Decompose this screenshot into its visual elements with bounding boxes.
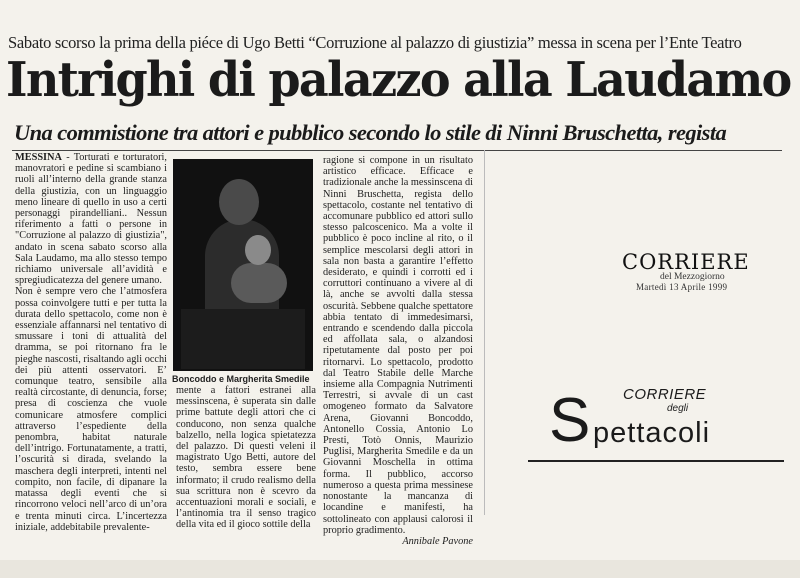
column-1-paragraph-1: - Torturati e torturatori, manovratori e pedine si scambiano i ruoli all’interno della grande stanza della giustizia, con un linguaggio meno lineare di quello in uso a certi personaggi pirandelliani.. Nessun riferimento a fatti o persone in "Corruzione al palazzo di giustizia", andato in scena sabato scorso alla Sala Laudamo, ma allo stesso tempo richiamo universale all’avidità e spregiudicatezza del genere umano. <box>15 152 167 287</box>
article-photo <box>173 159 313 371</box>
section-initial: S <box>549 386 591 455</box>
article-column-2 <box>176 385 316 531</box>
header-rule <box>12 150 782 151</box>
column-1-paragraph-2: Non è sempre vero che l’atmosfera possa coinvolgere tutti e per tutta la durata dello spettacolo, come non è essenziale affannarsi nel tentativo di smussare i toni di attualità del dramma, se poi ritornano fra le pieghe nascosti, risaltando agli occhi dei più attenti osservatori. E’ comunque teatro, sensibile alla realtà circostante, di denuncia, forse; presa di coscienza che vuole comunicare atmosfere complici attraverso l’espediente della penombra, habitat naturale dell’intrigo. Fortunatamente, a tratti, l’oscurità si dirada, svelando la maschera degli interpreti, intenti nel compito, non facile, di dipanare la matassa degli eventi che si rincorrono veloci nell’arco di un’ora e trenta minuti circa. L’incertezza iniziale, addebitabile prevalente- <box>15 286 167 533</box>
section-title-rest: pettacoli <box>593 417 711 449</box>
masthead-logo <box>622 250 782 292</box>
article-subhead: Una commistione tra attori e pubblico secondo lo stile di Ninni Bruschetta, regista <box>14 120 727 145</box>
article-byline: Annibale Pavone <box>402 535 473 547</box>
masthead-title: CORRIERE <box>622 250 750 274</box>
column-divider <box>484 150 485 515</box>
article-kicker: Sabato scorso la prima della piéce di Ugo Betti “Corruzione al palazzo di giustizia” messa in scena per l’Ente Teatro <box>8 33 742 52</box>
section-top-label: CORRIERE <box>623 386 707 403</box>
section-degli-label: degli <box>667 403 689 414</box>
article-column-3 <box>323 155 473 547</box>
column-3-text: ragione si compone in un risultato artistico efficace. Efficace e tradizionale anche la messinscena di Ninni Bruschetta, regista dello spettacolo, costante nel tentativo di accomunare pubblico ed attori sullo stesso palcoscenico. Ma a volte il pubblico è poco incline al rito, o il semplice mescolarsi degli attori in sala non basta a garantire l’effetto desiderato, e quindi i corrotti ed i corruttori continuano a vivere al di là, anche se avvolti dalla stessa oscurità. Sebbene qualche spettatore abbia tentato di immedesimarsi, entrando e scendendo dalla piccola ed affollata sala, o alzandosi ripetutamente dal posto per poi ritornarvi. Lo spettacolo, prodotto dal Teatro Stabile delle Marche insieme alla Compagnia Nutrimenti Terrestri, si avvale di un cast omogeneo formato da Salvatore Arena, Giovanni Boncoddo, Antonello Cossia, Antonio Lo Presti, Totò Onnis, Maurizio Puglisi, Margherita Smedile e da un Giovanni Moschella in ottima forma. Il pubblico, accorso numeroso a questa prima messinese nonostante la mancanza di locandine e manifesti, ha sottolineato con applausi calorosi il proprio gradimento. <box>323 155 473 536</box>
photo-caption: Boncoddo e Margherita Smedile <box>172 374 310 384</box>
column-2-text: mente a fattori estranei alla messinscena, è superata sin dalle prime battute degli attori che ci conducono, non senza qualche balzello, nella logica spietatezza del palazzo. Di questi veleni il magistrato Ugo Betti, autore del testo, sembra essere bene informato; il crudo realismo della sua scrittura non è scevro da accentuazioni morali e sociali, e l’antinomia tra il senso tragico della vita ed il gioco sottile della <box>176 385 316 531</box>
section-rule <box>528 460 784 462</box>
section-logo <box>545 380 785 460</box>
masthead-subtitle: del Mezzogiorno <box>660 272 725 282</box>
article-headline: Intrighi di palazzo alla Laudamo <box>6 52 791 108</box>
page-edge <box>0 560 800 578</box>
masthead-date: Martedì 13 Aprile 1999 <box>636 282 728 292</box>
article-column-1 <box>15 152 167 533</box>
dateline: MESSINA <box>15 152 62 163</box>
